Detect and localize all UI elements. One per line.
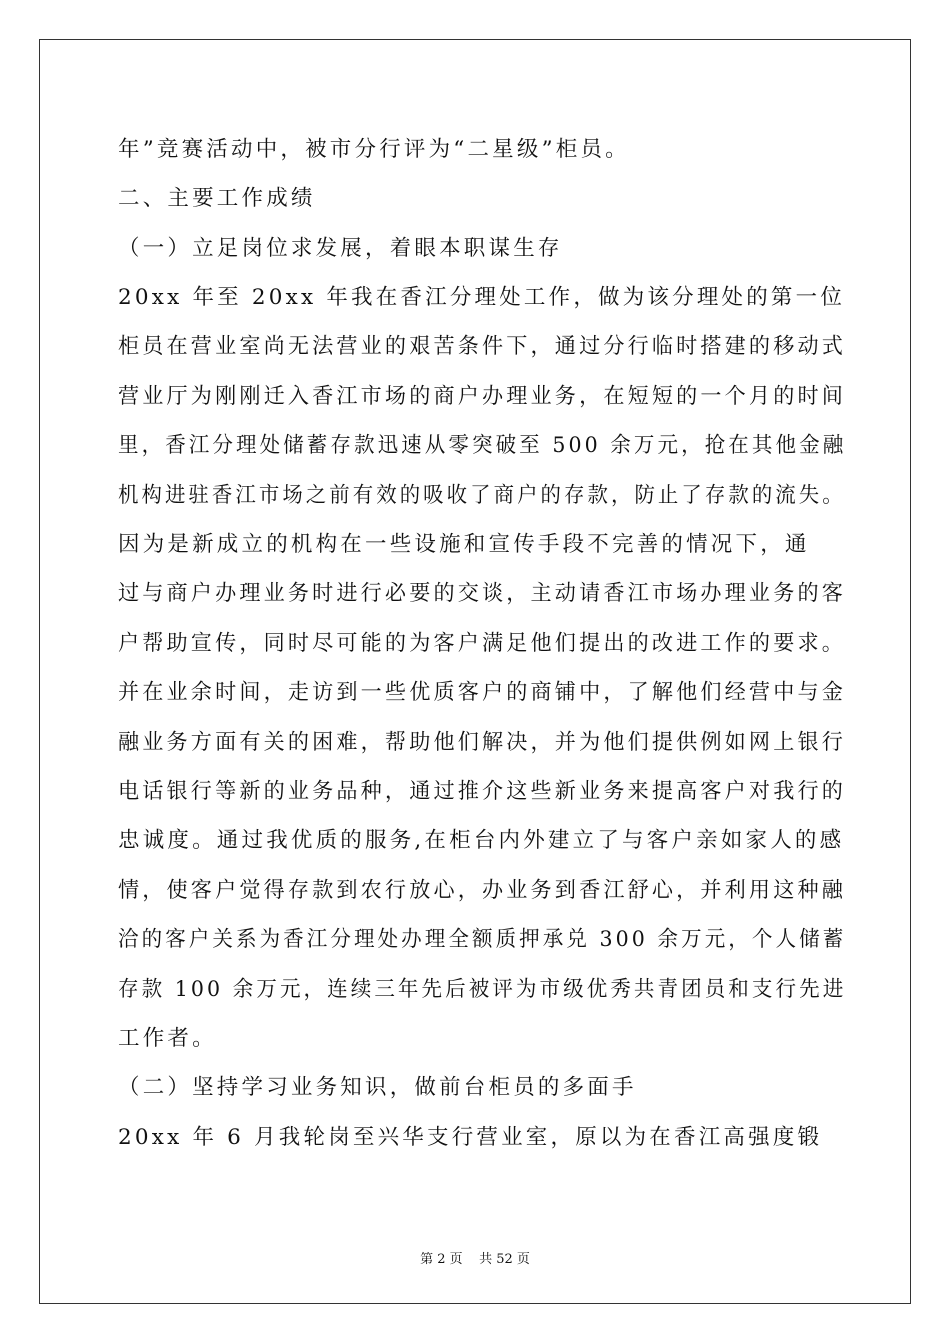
text-line: 营业厅为刚刚迁入香江市场的商户办理业务，在短短的一个月的时间 — [118, 384, 847, 409]
text-line: 年”竞赛活动中，被市分行评为“二星级”柜员。 — [118, 137, 630, 162]
text-line: 20xx 年 6 月我轮岗至兴华支行营业室，原以为在香江高强度锻 — [118, 1125, 823, 1150]
text-line: 洽的客户关系为香江分理处办理全额质押承兑 300 余万元，个人储蓄 — [118, 927, 847, 952]
text-line: 因为是新成立的机构在一些设施和宣传手段不完善的情况下，通 — [118, 532, 810, 557]
text-line: 里，香江分理处储蓄存款迅速从零突破至 500 余万元，抢在其他金融 — [118, 433, 847, 458]
text-line: 并在业余时间，走访到一些优质客户的商铺中，了解他们经营中与金 — [118, 680, 847, 705]
text-line: （二）坚持学习业务知识，做前台柜员的多面手 — [118, 1075, 637, 1100]
text-line: 二、主要工作成绩 — [118, 186, 316, 211]
text-line: 电话银行等新的业务品种，通过推介这些新业务来提高客户对我行的 — [118, 779, 847, 804]
text-line: 忠诚度。通过我优质的服务,在柜台内外建立了与客户亲如家人的感 — [118, 828, 845, 853]
page-border — [39, 39, 911, 1304]
text-line: 存款 100 余万元，连续三年先后被评为市级优秀共青团员和支行先进 — [118, 977, 847, 1002]
page-number-footer: 第 2 页 共 52 页 — [420, 1252, 530, 1267]
text-line: 20xx 年至 20xx 年我在香江分理处工作，做为该分理处的第一位 — [118, 285, 846, 310]
text-line: 情，使客户觉得存款到农行放心，办业务到香江舒心，并利用这种融 — [118, 878, 847, 903]
text-line: 融业务方面有关的困难，帮助他们解决，并为他们提供例如网上银行 — [118, 730, 847, 755]
text-line: （一）立足岗位求发展，着眼本职谋生存 — [118, 236, 563, 261]
text-line: 工作者。 — [118, 1026, 217, 1051]
text-line: 机构进驻香江市场之前有效的吸收了商户的存款，防止了存款的流失。 — [118, 483, 846, 508]
text-line: 户帮助宣传，同时尽可能的为客户满足他们提出的改进工作的要求。 — [118, 631, 847, 656]
text-line: 柜员在营业室尚无法营业的艰苦条件下，通过分行临时搭建的移动式 — [118, 334, 847, 359]
text-line: 过与商户办理业务时进行必要的交谈，主动请香江市场办理业务的客 — [118, 581, 847, 606]
